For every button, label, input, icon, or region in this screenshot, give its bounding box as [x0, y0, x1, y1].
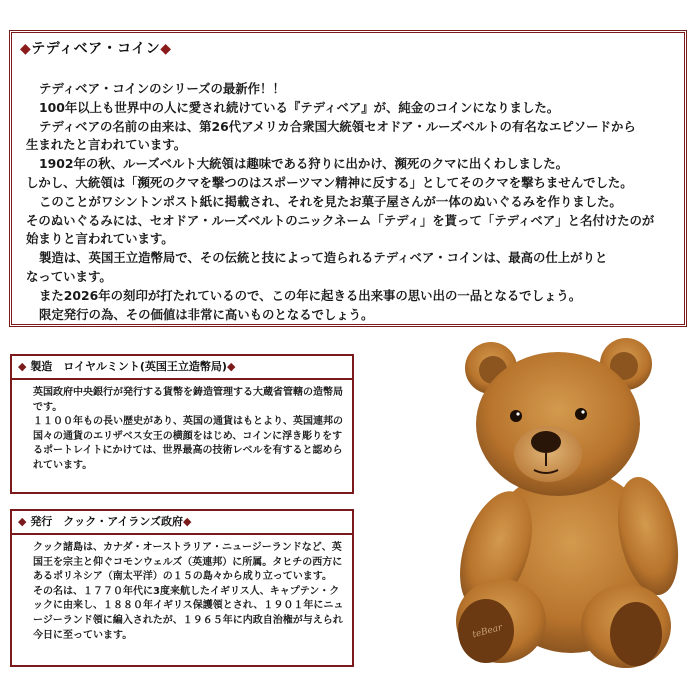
diamond-icon: ◆ — [160, 41, 172, 57]
main-body-line: このことがワシントンポスト紙に掲載され、それを見たお菓子屋さんが一体のぬいぐるみを作りました。 — [39, 193, 622, 209]
diamond-icon: ◆ — [18, 515, 27, 528]
diamond-icon: ◆ — [18, 360, 27, 373]
main-body-line: 製造は、英国王立造幣局で、その伝統と技によって造られるテディベア・コインは、最高の仕上がりと — [39, 250, 608, 266]
mint-body — [12, 380, 352, 480]
main-title — [20, 38, 172, 58]
diamond-icon: ◆ — [226, 360, 236, 373]
main-body-line: しかし、大統領は「瀕死のクマを撃つのはスポーツマン精神に反する」としてそのクマを撃ちませんでした。 — [26, 174, 633, 190]
mint-title-text: 製造 ロイヤルミント(英国王立造幣局) — [30, 360, 227, 373]
main-body-text — [26, 80, 676, 324]
main-body-line: 限定発行の為、その価値は非常に高いものとなるでしょう。 — [39, 306, 374, 322]
main-body-line: また2026年の刻印が打たれているので、この年に起きる出来事の思い出の一品となるでしょう。 — [39, 287, 582, 303]
main-body-line: 100年以上も世界中の人に愛され続けている『テディベア』が、純金のコインになりました。 — [39, 99, 560, 115]
mint-info-box — [10, 354, 354, 494]
svg-text:teBear: teBear — [471, 622, 504, 641]
main-body-line: テディベアの名前の由来は、第26代アメリカ合衆国大統領セオドア・ルーズベルトの有名なエピソードから — [39, 118, 636, 134]
issuer-title — [12, 511, 352, 533]
main-body-line: テディベア・コインのシリーズの最新作！！ — [39, 81, 285, 96]
main-title-text: テディベア・コイン — [31, 41, 161, 57]
mint-paragraph: １１００年もの長い歴史があり、英国の通貨はもとより、英国連邦の国々の通貨のエリザベス女王の横顔をはじめ、コインに浮き彫りをするポートレイトにかけては、世界最高の技術レベルを有すると認められています。 — [33, 416, 343, 471]
main-body-line: 1902年の秋、ルーズベルト大統領は趣味である狩りに出かけ、瀕死のクマに出くわしました。 — [39, 156, 568, 172]
main-body-line: 生まれたと言われています。 — [26, 137, 187, 153]
issuer-body — [12, 535, 352, 649]
diamond-icon: ◆ — [183, 515, 192, 528]
mint-paragraph: 英国政府中央銀行が発行する貨幣を鋳造管理する大蔵省管轄の造幣局です。 — [33, 387, 343, 413]
issuer-info-box — [10, 509, 354, 667]
issuer-paragraph: クック諸島は、カナダ・オーストラリア・ニュージーランドなど、英国王を宗主と仰ぐコモンウェルズ（英連邦）に所属。タヒチの西方にあるポリネシア（南太平洋）の１５の島々から成り立っています。 — [33, 542, 343, 583]
mint-title — [12, 356, 352, 378]
main-body-line: そのぬいぐるみには、セオドア・ルーズベルトのニックネーム「テディ」を貰って「テディベア」と名付けたのが — [26, 212, 655, 228]
diamond-icon: ◆ — [20, 41, 32, 57]
teddy-bear-image — [436, 336, 691, 676]
main-body-line: 始まりと言われています。 — [26, 231, 174, 247]
issuer-paragraph: その名は、１７７０年代に3度来航したイギリス人、キャプテン・クックに由来し、１８８０年イギリス保護領とされ、１９０１年にニュージーランド領に編入されたが、１９６５年に内政自治権が与えられ今日に至っています。 — [33, 585, 344, 641]
issuer-title-text: 発行 クック・アイランズ政府 — [30, 515, 183, 528]
main-body-line: なっています。 — [26, 268, 112, 284]
